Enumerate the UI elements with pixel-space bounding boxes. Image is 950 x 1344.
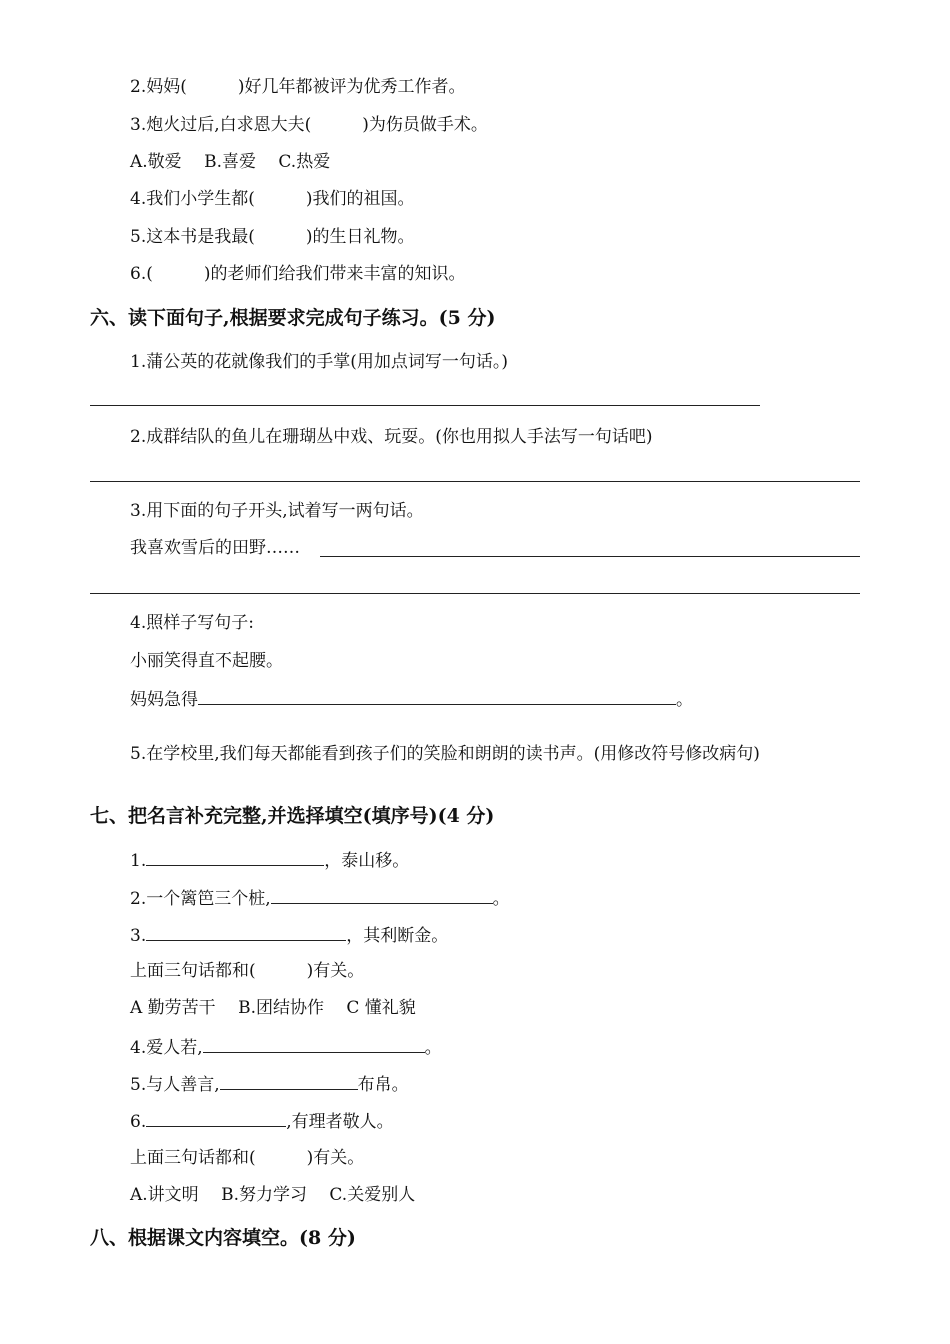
item-head: 4.爱人若, [130,1038,203,1058]
item-tail: 布帛。 [357,1075,409,1095]
item-tail: ，其利断金。 [346,926,449,946]
item-tail: ,有理者敬人。 [286,1112,394,1132]
answer-blank-7-6[interactable] [146,1109,286,1127]
question-6-3-prompt [130,537,300,559]
item-tail: 。 [492,889,510,909]
item-tail: ，泰山移。 [324,851,410,871]
answer-blank-7-2[interactable] [271,886,493,904]
question-7-3 [130,923,448,947]
prompt-text: 我喜欢雪后的田野…… [130,538,300,558]
item-number: 6. [130,1112,147,1132]
answer-blank-7-3[interactable] [146,923,346,941]
item-number: 1. [130,851,147,871]
answer-blank-6-4[interactable] [198,687,676,705]
answer-blank-7-4[interactable] [203,1035,425,1053]
question-7-5 [130,1072,409,1096]
question-7-4 [130,1035,442,1059]
question-6-4: 4.照样子写句子: [130,613,254,633]
section-7-heading: 七、把名言补充完整,并选择填空(填序号)(4 分) [90,805,495,827]
answer-line-6-3a[interactable] [320,556,860,557]
item-number: 3. [130,926,147,946]
answer-line-6-2[interactable] [90,481,860,482]
question-5-5: 5.这本书是我最( )的生日礼物。 [130,227,415,247]
choose-question-2: 上面三句话都和( )有关。 [130,1148,365,1168]
answer-line-6-1[interactable] [90,405,760,406]
question-6-2: 2.成群结队的鱼儿在珊瑚丛中戏、玩耍。(你也用拟人手法写一句话吧) [130,427,653,447]
question-6-1: 1.蒲公英的花就像我们的手掌(用加点词写一句话。) [130,352,508,372]
item-head: 2.一个篱笆三个桩, [130,889,271,909]
question-6-5: 5.在学校里,我们每天都能看到孩子们的笑脸和朗朗的读书声。(用修改符号修改病句) [130,744,760,764]
question-5-3: 3.炮火过后,白求恩大夫( )为伤员做手术。 [130,115,488,135]
question-5-2: 2.妈妈( )好几年都被评为优秀工作者。 [130,77,466,97]
options-2: A.讲文明 B.努力学习 C.关爱别人 [130,1185,416,1205]
prompt-text: 妈妈急得 [130,690,198,710]
question-7-2 [130,886,510,910]
answer-blank-7-1[interactable] [146,848,324,866]
section-6-heading: 六、读下面句子,根据要求完成句子练习。(5 分) [90,307,496,329]
question-5-6: 6.( )的老师们给我们带来丰富的知识。 [130,264,466,284]
section-8-heading: 八、根据课文内容填空。(8 分) [90,1227,356,1249]
item-head: 5.与人善言, [130,1075,220,1095]
example-sentence: 小丽笑得直不起腰。 [130,651,283,671]
question-6-3: 3.用下面的句子开头,试着写一两句话。 [130,501,424,521]
period: 。 [676,690,693,710]
answer-blank-7-5[interactable] [220,1072,358,1090]
options-abc: A.敬爱 B.喜爱 C.热爱 [130,152,331,172]
choose-question-1: 上面三句话都和( )有关。 [130,961,365,981]
question-6-4-prompt [130,687,693,711]
question-7-1 [130,848,409,872]
answer-line-6-3b[interactable] [90,593,860,594]
options-1: A 勤劳苦干 B.团结协作 C 懂礼貌 [130,998,416,1018]
item-tail: 。 [424,1038,442,1058]
question-7-6 [130,1109,394,1133]
question-5-4: 4.我们小学生都( )我们的祖国。 [130,189,415,209]
